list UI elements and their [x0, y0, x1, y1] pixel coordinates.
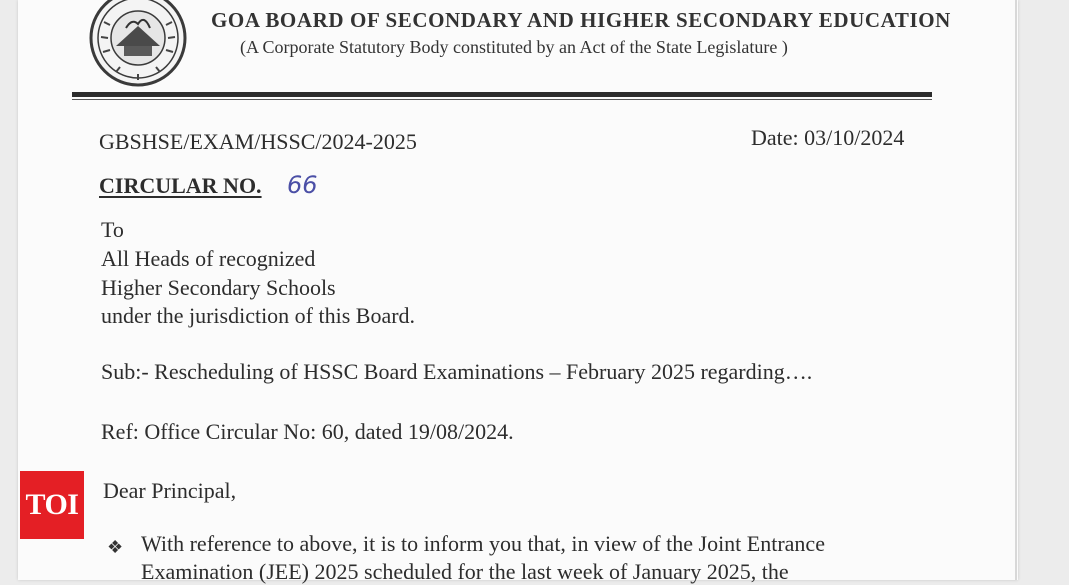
- circular-number: 66: [287, 171, 318, 199]
- board-subtitle: (A Corporate Statutory Body constituted by an Act of the State Legislature ): [240, 37, 788, 57]
- reference-number: GBSHSE/EXAM/HSSC/2024-2025: [99, 129, 417, 154]
- page-edge: [1015, 0, 1017, 580]
- salutation: Dear Principal,: [103, 478, 237, 503]
- addressee-line: All Heads of recognized: [101, 246, 316, 271]
- board-seal-icon: [86, 0, 190, 88]
- header-divider-thin: [72, 99, 932, 100]
- subject-line: Sub:- Rescheduling of HSSC Board Examinations – February 2025 regarding….: [101, 359, 813, 384]
- board-title: GOA BOARD OF SECONDARY AND HIGHER SECONDARY EDUCATION: [211, 8, 951, 32]
- addressee-line: Higher Secondary Schools: [101, 275, 336, 300]
- addressee-line: under the jurisdiction of this Board.: [101, 303, 416, 328]
- letter-date: Date: 03/10/2024: [751, 125, 905, 150]
- toi-watermark-logo: TOI: [20, 471, 84, 539]
- header-divider: [72, 92, 932, 97]
- bullet-icon: ❖: [107, 537, 124, 557]
- reference-line: Ref: Office Circular No: 60, dated 19/08/2024.: [101, 419, 514, 444]
- circular-label: CIRCULAR NO.: [99, 173, 262, 198]
- paragraph-line: With reference to above, it is to inform you that, in view of the Joint Entrance: [141, 531, 825, 556]
- to-line: To: [101, 217, 124, 242]
- paragraph-line: Examination (JEE) 2025 scheduled for the last week of January 2025, the: [141, 559, 789, 584]
